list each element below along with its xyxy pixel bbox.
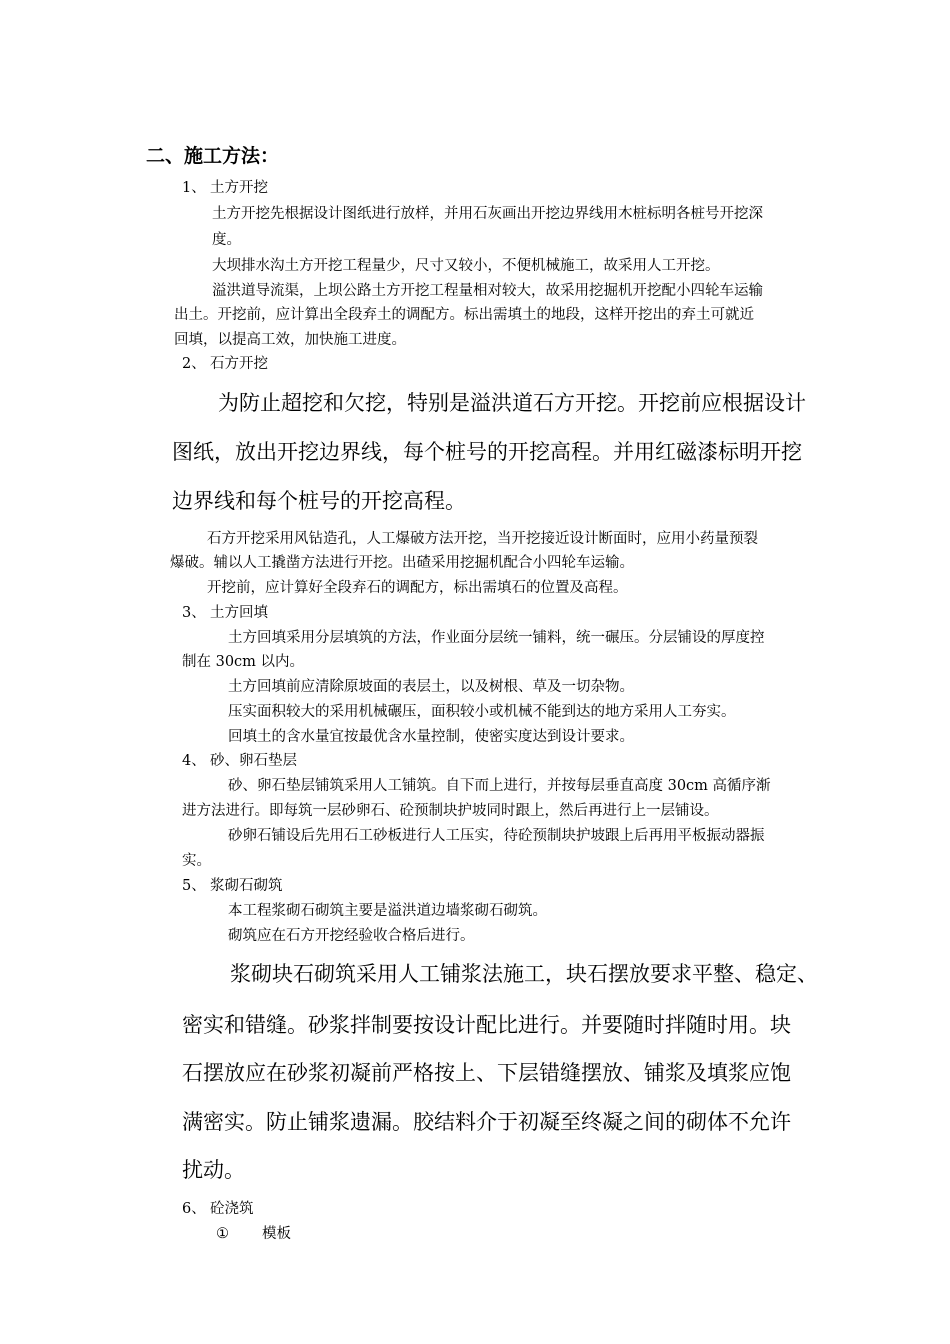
- item-heading-5: [182, 873, 283, 899]
- item-heading-4: [182, 748, 297, 774]
- text-line: 土方回填采用分层填筑的方法，作业面分层统一铺料，统一碾压。分层铺设的厚度控: [228, 630, 765, 646]
- text-line-large: 密实和错缝。砂浆拌制要按设计配比进行。并要随时拌随时用。块: [182, 1013, 791, 1037]
- item-heading-6: [182, 1196, 254, 1222]
- text-line: 砂、卵石垫层铺筑采用人工铺筑。自下而上进行，并按每层垂直高度 30cm 高循序渐: [228, 778, 771, 794]
- text-line: 砂卵石铺设后先用石工砂板进行人工压实，待砼预制块护坡跟上后再用平板振动器振: [228, 828, 765, 844]
- text-line: 进方法进行。即每筑一层砂卵石、砼预制块护坡同时跟上，然后再进行上一层铺设。: [182, 803, 719, 819]
- text-line: 回填，以提高工效，加快施工进度。: [174, 332, 406, 348]
- text-line: 土方开挖先根据设计图纸进行放样，并用石灰画出开挖边界线用木桩标明各桩号开挖深: [212, 206, 763, 222]
- text-line: 回填土的含水量宜按最优含水量控制，使密实度达到设计要求。: [228, 729, 634, 745]
- sub-item-heading: [216, 1221, 291, 1247]
- item-title: 砼浇筑: [210, 1201, 254, 1217]
- text-line: 度。: [212, 232, 241, 248]
- item-number: 4、: [182, 753, 206, 769]
- text-line: 本工程浆砌石砌筑主要是溢洪道边墙浆砌石砌筑。: [228, 903, 547, 919]
- text-line: 出土。开挖前，应计算出全段弃土的调配方。标出需填土的地段，这样开挖出的弃土可就近: [174, 307, 754, 323]
- sub-item-number: ①: [216, 1226, 229, 1242]
- text-line: 砌筑应在石方开挖经验收合格后进行。: [228, 928, 475, 944]
- text-line: 制在 30cm 以内。: [182, 654, 305, 670]
- text-line: 石方开挖采用风钻造孔，人工爆破方法开挖，当开挖接近设计断面时，应用小药量预裂: [207, 531, 758, 547]
- text-line-large: 石摆放应在砂浆初凝前严格按上、下层错缝摆放、铺浆及填浆应饱: [182, 1061, 791, 1085]
- item-number: 1、: [182, 180, 206, 196]
- item-number: 2、: [182, 356, 206, 372]
- text-line: 大坝排水沟土方开挖工程量少，尺寸又较小，不便机械施工，故采用人工开挖。: [212, 258, 720, 274]
- text-line: 土方回填前应清除原坡面的表层土，以及树根、草及一切杂物。: [228, 679, 634, 695]
- item-heading-3: [182, 600, 268, 626]
- text-line-large: 浆砌块石砌筑采用人工铺浆法施工，块石摆放要求平整、稳定、: [230, 962, 818, 986]
- item-number: 5、: [182, 878, 206, 894]
- item-title: 砂、卵石垫层: [210, 753, 297, 769]
- text-line-large: 边界线和每个桩号的开挖高程。: [172, 489, 466, 513]
- item-title: 土方开挖: [210, 180, 268, 196]
- text-line: 实。: [182, 853, 211, 869]
- text-line-large: 扰动。: [182, 1158, 245, 1182]
- sub-item-title: 模板: [262, 1226, 291, 1242]
- item-title: 石方开挖: [210, 356, 268, 372]
- section-title: 二、施工方法：: [146, 145, 280, 167]
- text-line: 压实面积较大的采用机械碾压，面积较小或机械不能到达的地方采用人工夯实。: [228, 704, 736, 720]
- text-line: 开挖前，应计算好全段弃石的调配方，标出需填石的位置及高程。: [207, 580, 628, 596]
- text-line-large: 满密实。防止铺浆遗漏。胶结料介于初凝至终凝之间的砌体不允许: [182, 1110, 791, 1134]
- item-heading-1: [182, 175, 268, 201]
- text-line: 爆破。辅以人工撬凿方法进行开挖。出碴采用挖掘机配合小四轮车运输。: [170, 555, 634, 571]
- text-line-large: 图纸，放出开挖边界线，每个桩号的开挖高程。并用红磁漆标明开挖: [172, 440, 802, 464]
- item-number: 6、: [182, 1201, 206, 1217]
- text-line-large: 为防止超挖和欠挖，特别是溢洪道石方开挖。开挖前应根据设计: [218, 391, 806, 415]
- item-title: 浆砌石砌筑: [210, 878, 283, 894]
- item-title: 土方回填: [210, 605, 268, 621]
- text-line: 溢洪道导流渠，上坝公路土方开挖工程量相对较大，故采用挖掘机开挖配小四轮车运输: [212, 283, 763, 299]
- item-heading-2: [182, 351, 268, 377]
- item-number: 3、: [182, 605, 206, 621]
